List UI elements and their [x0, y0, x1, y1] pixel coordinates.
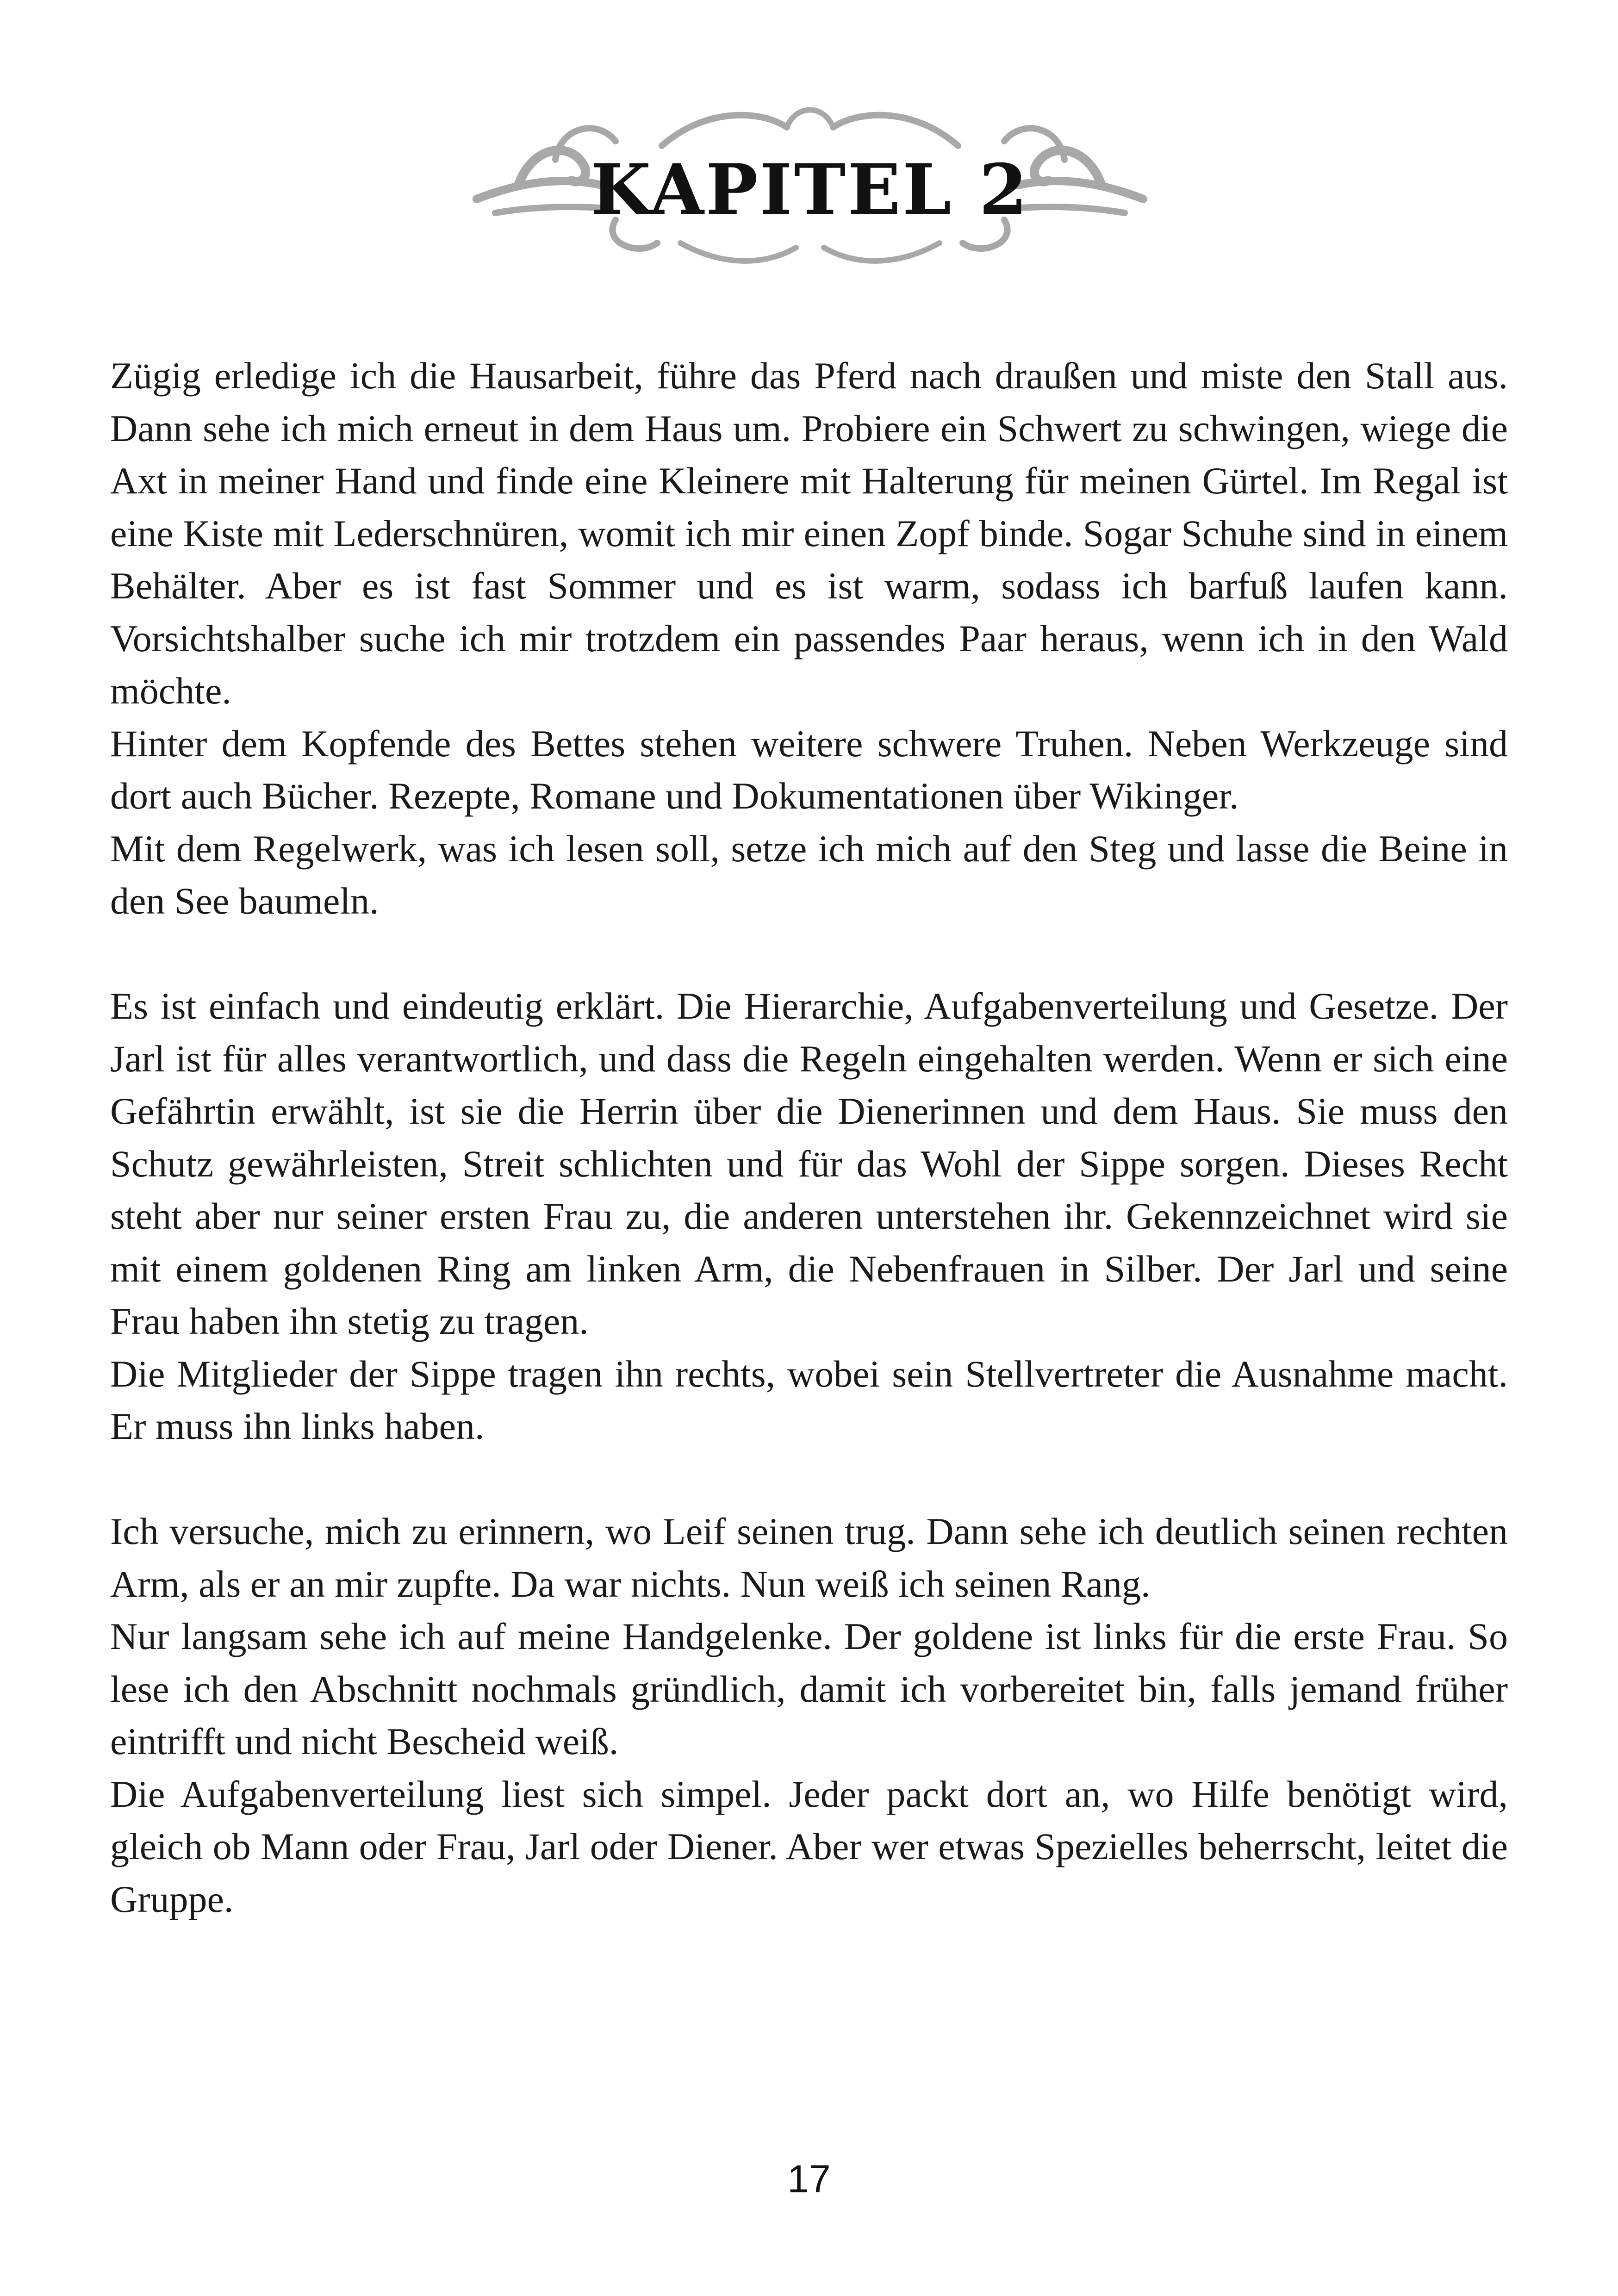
body-text [110, 349, 1508, 1925]
paragraph: Die Aufgabenverteilung liest sich simpel. Jeder packt dort an, wo Hilfe benötigt wird, gleich ob Mann oder Frau, Jarl oder Diener. Aber wer etwas Spezielles beherrscht, leitet die Gruppe. [110, 1773, 1508, 1920]
chapter-title: KAPITEL 2 [591, 149, 1029, 230]
paragraph: Es ist einfach und eindeutig erklärt. Die Hierarchie, Aufgabenverteilung und Gesetze. Der Jarl ist für alles verantwortlich, und dass die Regeln eingehalten werden. Wenn er sich eine Gefährtin erwählt, ist sie die Herrin über die Dienerinnen und dem Haus. Sie muss den Schutz gewährleisten, Streit schlichten und für das Wohl der Sippe sorgen. Dieses Recht steht aber nur seiner ersten Frau zu, die anderen unterstehen ihr. Gekennzeichnet wird sie mit einem goldenen Ring am linken Arm, die Nebenfrauen in Silber. Der Jarl und seine Frau haben ihn stetig zu tragen. [110, 985, 1508, 1342]
page-number: 17 [787, 2157, 831, 2201]
paragraph: Mit dem Regelwerk, was ich lesen soll, setze ich mich auf den Steg und lasse die Beine in den See baumeln. [110, 827, 1508, 922]
paragraph: Die Mitglieder der Sippe tragen ihn rechts, wobei sein Stellvertreter die Ausnahme macht. Er muss ihn links haben. [110, 1352, 1508, 1447]
paragraph: Hinter dem Kopfende des Bettes stehen weitere schwere Truhen. Neben Werkzeuge sind dort auch Bücher. Rezepte, Romane und Dokumentationen über Wikinger. [110, 722, 1508, 817]
paragraph: Nur langsam sehe ich auf meine Handgelenke. Der goldene ist links für die erste Frau. So lese ich den Abschnitt nochmals gründlich, damit ich vorbereitet bin, falls jemand früher eintrifft und nicht Bescheid weiß. [110, 1615, 1508, 1762]
paragraph: Ich versuche, mich zu erinnern, wo Leif seinen trug. Dann sehe ich deutlich seinen rechten Arm, als er an mir zupfte. Da war nichts. Nun weiß ich seinen Rang. [110, 1510, 1508, 1605]
chapter-header [463, 90, 1157, 275]
paragraph: Zügig erledige ich die Hausarbeit, führe das Pferd nach draußen und miste den Stall aus. Dann sehe ich mich erneut in dem Haus um. Probiere ein Schwert zu schwingen, wiege die Axt in meiner Hand und finde eine Kleinere mit Halterung für meinen Gürtel. Im Regal ist eine Kiste mit Lederschnüren, womit ich mir einen Zopf binde. Sogar Schuhe sind in einem Behälter. Aber es ist fast Sommer und es ist warm, sodass ich barfuß laufen kann. Vorsichtshalber suche ich mir trotzdem ein passendes Paar heraus, wenn ich in den Wald möchte. [110, 355, 1508, 712]
